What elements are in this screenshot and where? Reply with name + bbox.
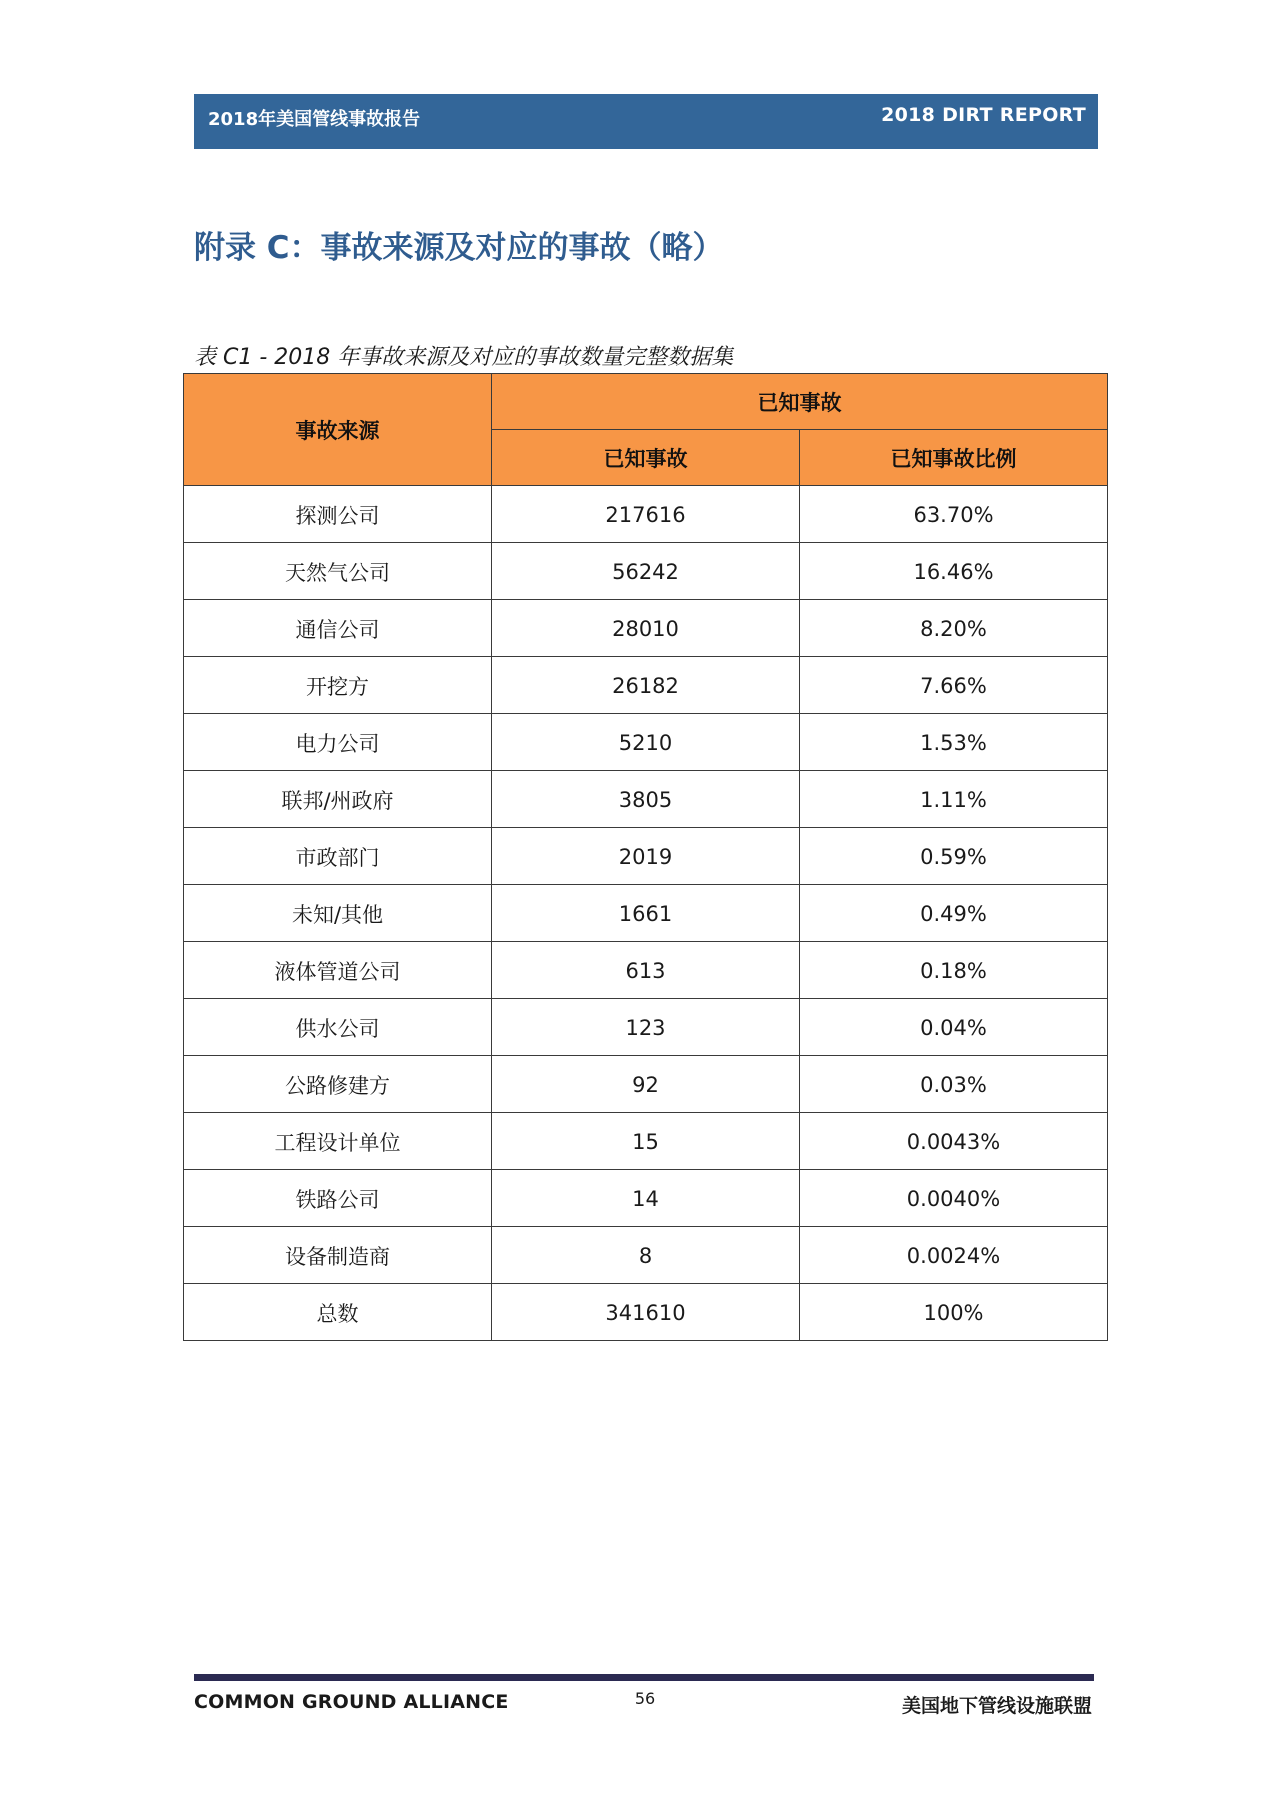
table-row bbox=[184, 657, 1108, 714]
table-row bbox=[184, 885, 1108, 942]
cell-source: 电力公司 bbox=[184, 714, 492, 771]
cell-source: 总数 bbox=[184, 1284, 492, 1341]
footer-rule bbox=[194, 1674, 1094, 1681]
cell-source: 液体管道公司 bbox=[184, 942, 492, 999]
cell-source: 工程设计单位 bbox=[184, 1113, 492, 1170]
cell-count: 15 bbox=[492, 1113, 800, 1170]
cell-source: 设备制造商 bbox=[184, 1227, 492, 1284]
cell-source: 探测公司 bbox=[184, 486, 492, 543]
incident-source-table bbox=[183, 373, 1108, 1341]
cell-count: 2019 bbox=[492, 828, 800, 885]
cell-source: 铁路公司 bbox=[184, 1170, 492, 1227]
cell-count: 92 bbox=[492, 1056, 800, 1113]
header-known-incidents-ratio: 已知事故比例 bbox=[800, 430, 1108, 486]
cell-ratio: 16.46% bbox=[800, 543, 1108, 600]
cell-count: 1661 bbox=[492, 885, 800, 942]
cell-ratio: 1.53% bbox=[800, 714, 1108, 771]
cell-ratio: 0.0043% bbox=[800, 1113, 1108, 1170]
cell-count: 3805 bbox=[492, 771, 800, 828]
table-row bbox=[184, 1056, 1108, 1113]
table-row bbox=[184, 942, 1108, 999]
header-known-incidents-group: 已知事故 bbox=[492, 374, 1108, 430]
table-row bbox=[184, 771, 1108, 828]
cell-ratio: 0.49% bbox=[800, 885, 1108, 942]
header-right-title: 2018 DIRT REPORT bbox=[881, 104, 1086, 126]
cell-ratio: 0.0040% bbox=[800, 1170, 1108, 1227]
header-left-title: 2018年美国管线事故报告 bbox=[208, 109, 421, 130]
page-title: 附录 C：事故来源及对应的事故（略） bbox=[194, 230, 724, 266]
cell-count: 5210 bbox=[492, 714, 800, 771]
cell-ratio: 1.11% bbox=[800, 771, 1108, 828]
header-bar bbox=[194, 94, 1098, 149]
cell-count: 28010 bbox=[492, 600, 800, 657]
cell-count: 123 bbox=[492, 999, 800, 1056]
cell-ratio: 0.03% bbox=[800, 1056, 1108, 1113]
cell-count: 8 bbox=[492, 1227, 800, 1284]
table-row bbox=[184, 999, 1108, 1056]
cell-ratio: 63.70% bbox=[800, 486, 1108, 543]
cell-ratio: 8.20% bbox=[800, 600, 1108, 657]
cell-count: 14 bbox=[492, 1170, 800, 1227]
cell-ratio: 0.18% bbox=[800, 942, 1108, 999]
cell-source: 市政部门 bbox=[184, 828, 492, 885]
table-row bbox=[184, 1170, 1108, 1227]
table-row bbox=[184, 486, 1108, 543]
cell-ratio: 0.04% bbox=[800, 999, 1108, 1056]
table-header-row bbox=[184, 374, 1108, 430]
cell-count: 613 bbox=[492, 942, 800, 999]
footer-organization: COMMON GROUND ALLIANCE bbox=[194, 1691, 509, 1713]
cell-count: 26182 bbox=[492, 657, 800, 714]
table-row bbox=[184, 1227, 1108, 1284]
cell-count: 217616 bbox=[492, 486, 800, 543]
table-body bbox=[184, 486, 1108, 1341]
header-source: 事故来源 bbox=[184, 374, 492, 486]
header-known-incidents: 已知事故 bbox=[492, 430, 800, 486]
cell-source: 联邦/州政府 bbox=[184, 771, 492, 828]
table-row bbox=[184, 1113, 1108, 1170]
cell-ratio: 7.66% bbox=[800, 657, 1108, 714]
table-row bbox=[184, 828, 1108, 885]
table-caption: 表 C1 - 2018 年事故来源及对应的事故数量完整数据集 bbox=[194, 345, 734, 370]
cell-count: 56242 bbox=[492, 543, 800, 600]
cell-source: 未知/其他 bbox=[184, 885, 492, 942]
cell-ratio: 0.0024% bbox=[800, 1227, 1108, 1284]
table-row bbox=[184, 1284, 1108, 1341]
cell-source: 公路修建方 bbox=[184, 1056, 492, 1113]
cell-ratio: 0.59% bbox=[800, 828, 1108, 885]
page-number: 56 bbox=[634, 1689, 656, 1708]
cell-source: 天然气公司 bbox=[184, 543, 492, 600]
table-row bbox=[184, 543, 1108, 600]
cell-source: 通信公司 bbox=[184, 600, 492, 657]
table-row bbox=[184, 600, 1108, 657]
cell-ratio: 100% bbox=[800, 1284, 1108, 1341]
cell-count: 341610 bbox=[492, 1284, 800, 1341]
table-row bbox=[184, 714, 1108, 771]
cell-source: 开挖方 bbox=[184, 657, 492, 714]
footer-organization-cn: 美国地下管线设施联盟 bbox=[901, 1695, 1092, 1717]
cell-source: 供水公司 bbox=[184, 999, 492, 1056]
